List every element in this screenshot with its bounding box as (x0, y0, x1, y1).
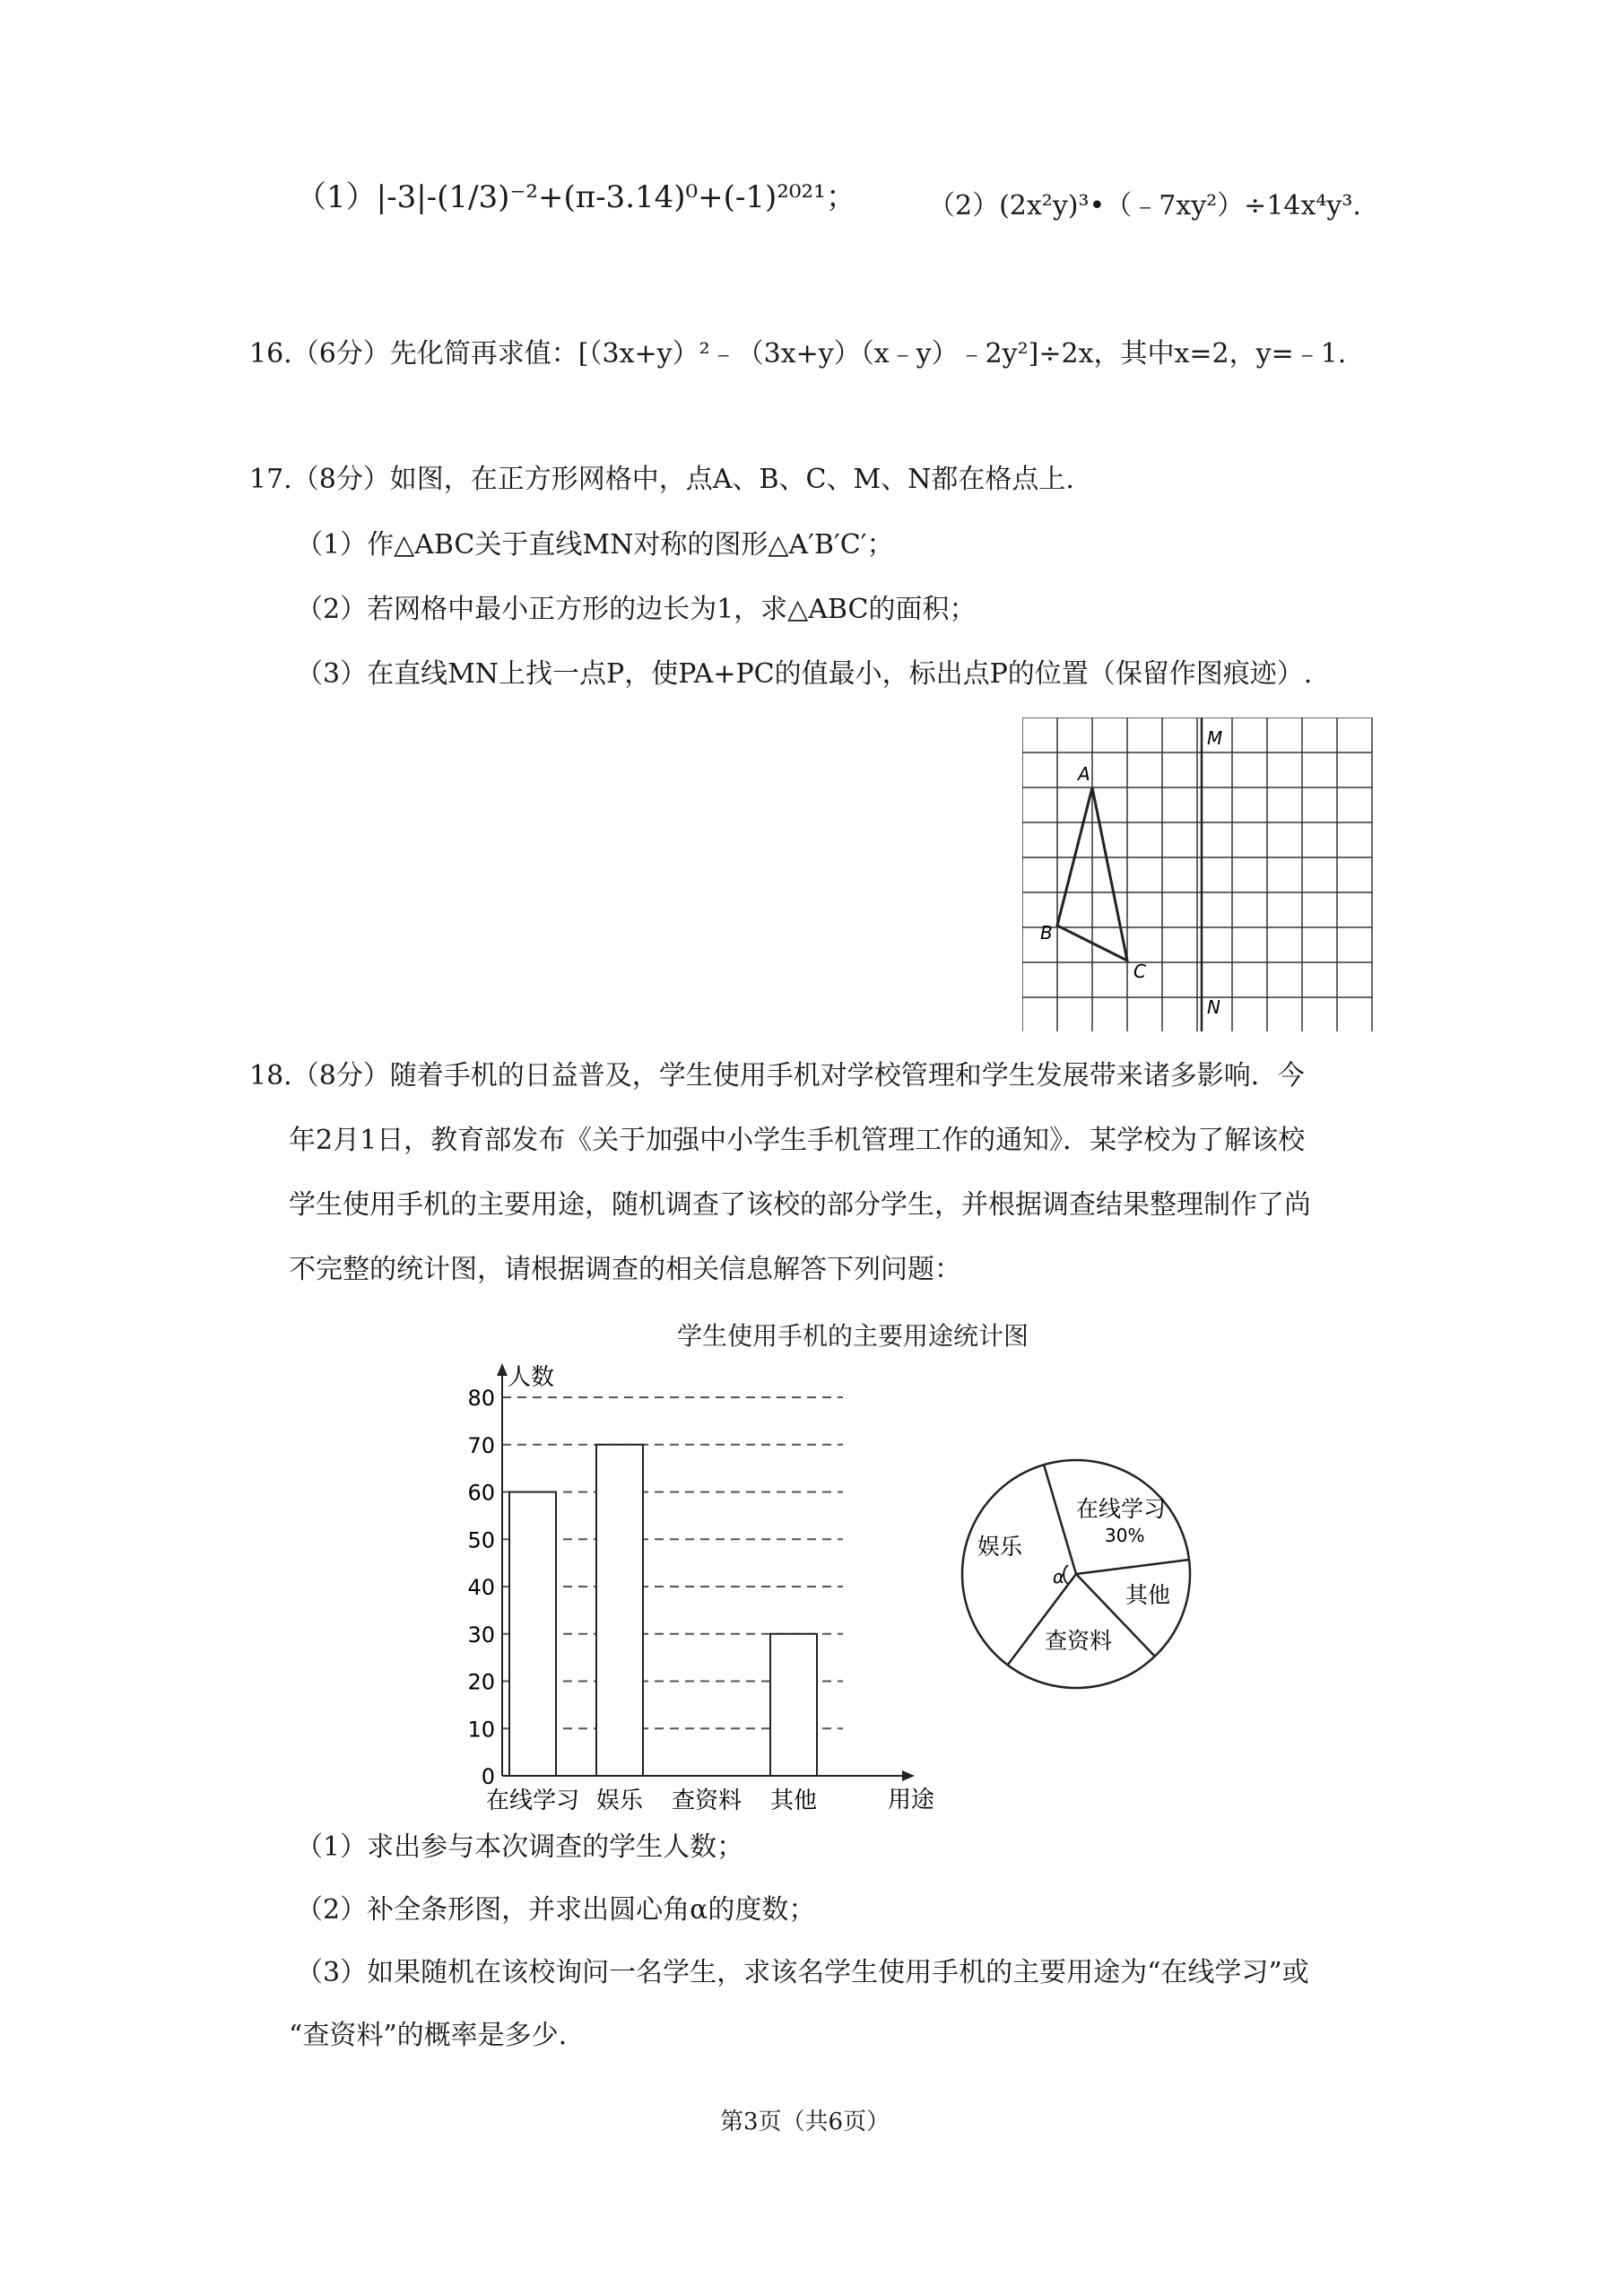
y-tick-label: 20 (467, 1669, 495, 1695)
bar-chart (448, 1363, 951, 1812)
q16-text: 16.（6分）先化简再求值：[（3x+y）²﹣（3x+y）（x﹣y）﹣2y²]÷2x，其中x=2，y=﹣1. (249, 338, 1347, 370)
q15-part1: （1）|-3|-(1/3)⁻²+(π-3.14)⁰+(-1)²⁰²¹； (296, 179, 856, 215)
label-m: M (1207, 727, 1223, 749)
q18-line2: 年2月1日，教育部发布《关于加强中小学生手机管理工作的通知》．某学校为了解该校 (289, 1125, 1306, 1156)
q18-sub1: （1）求出参与本次调查的学生人数； (296, 1831, 744, 1863)
pie-chart (960, 1448, 1229, 1709)
pie-label-search: 查资料 (1045, 1628, 1113, 1654)
x-category-label: 在线学习 (485, 1787, 580, 1812)
y-tick-label: 10 (467, 1717, 495, 1743)
x-category-label: 查资料 (671, 1787, 743, 1812)
x-category-label: 其他 (769, 1787, 818, 1812)
bar (509, 1492, 556, 1777)
pie-label-online: 在线学习 (1076, 1496, 1167, 1522)
pie-divider-top (1044, 1465, 1076, 1574)
y-tick-label: 70 (467, 1432, 495, 1458)
q17-sub2: （2）若网格中最小正方形的边长为1，求△ABC的面积； (296, 594, 977, 625)
pie-alpha: α (1053, 1566, 1065, 1587)
y-tick-label: 60 (467, 1480, 495, 1506)
y-tick-label: 80 (467, 1386, 495, 1411)
bar (596, 1445, 643, 1776)
q18-sub2: （2）补全条形图，并求出圆心角α的度数； (296, 1894, 816, 1926)
chart-title: 学生使用手机的主要用途统计图 (677, 1321, 1029, 1351)
q18-sub3b: “查资料”的概率是多少. (289, 2020, 568, 2051)
pie-label-ent: 娱乐 (977, 1534, 1023, 1560)
page-footer: 第3页（共6页） (720, 2109, 890, 2135)
q15-part2: （2）(2x²y)³•（﹣7xy²）÷14x⁴y³. (928, 190, 1361, 222)
bar (770, 1634, 817, 1776)
pie-divider-right (1076, 1560, 1189, 1574)
q18-line4: 不完整的统计图，请根据调查的相关信息解答下列问题： (289, 1254, 961, 1285)
y-tick-label: 30 (467, 1622, 495, 1648)
x-axis-label: 用途 (888, 1787, 935, 1812)
q17-grid-figure (1022, 718, 1381, 1031)
pie-percent-online: 30% (1105, 1525, 1145, 1546)
q17-stem: 17.（8分）如图，在正方形网格中，点A、B、C、M、N都在格点上. (249, 464, 1074, 495)
q18-line3: 学生使用手机的主要用途，随机调查了该校的部分学生，并根据调查结果整理制作了尚 (289, 1189, 1311, 1221)
x-category-label: 娱乐 (595, 1787, 644, 1812)
pie-label-other: 其他 (1125, 1582, 1171, 1608)
x-axis-arrow (902, 1770, 915, 1781)
q18-sub3: （3）如果随机在该校询问一名学生，求该名学生使用手机的主要用途为“在线学习”或 (296, 1957, 1309, 1988)
label-n: N (1207, 996, 1220, 1018)
label-b: B (1040, 922, 1053, 944)
q17-sub3: （3）在直线MN上找一点P，使PA+PC的值最小，标出点P的位置（保留作图痕迹）. (296, 658, 1313, 690)
y-axis-label: 人数 (508, 1364, 555, 1391)
y-tick-label: 50 (467, 1527, 495, 1553)
q17-sub1: （1）作△ABC关于直线MN对称的图形△A′B′C′； (296, 529, 894, 561)
label-a: A (1078, 763, 1090, 785)
y-tick-label: 40 (467, 1575, 495, 1600)
label-c: C (1133, 961, 1146, 982)
q18-line1: 18.（8分）随着手机的日益普及，学生使用手机对学校管理和学生发展带来诸多影响．今 (249, 1060, 1305, 1091)
y-axis-arrow (497, 1363, 508, 1376)
y-tick-label: 0 (481, 1764, 495, 1789)
